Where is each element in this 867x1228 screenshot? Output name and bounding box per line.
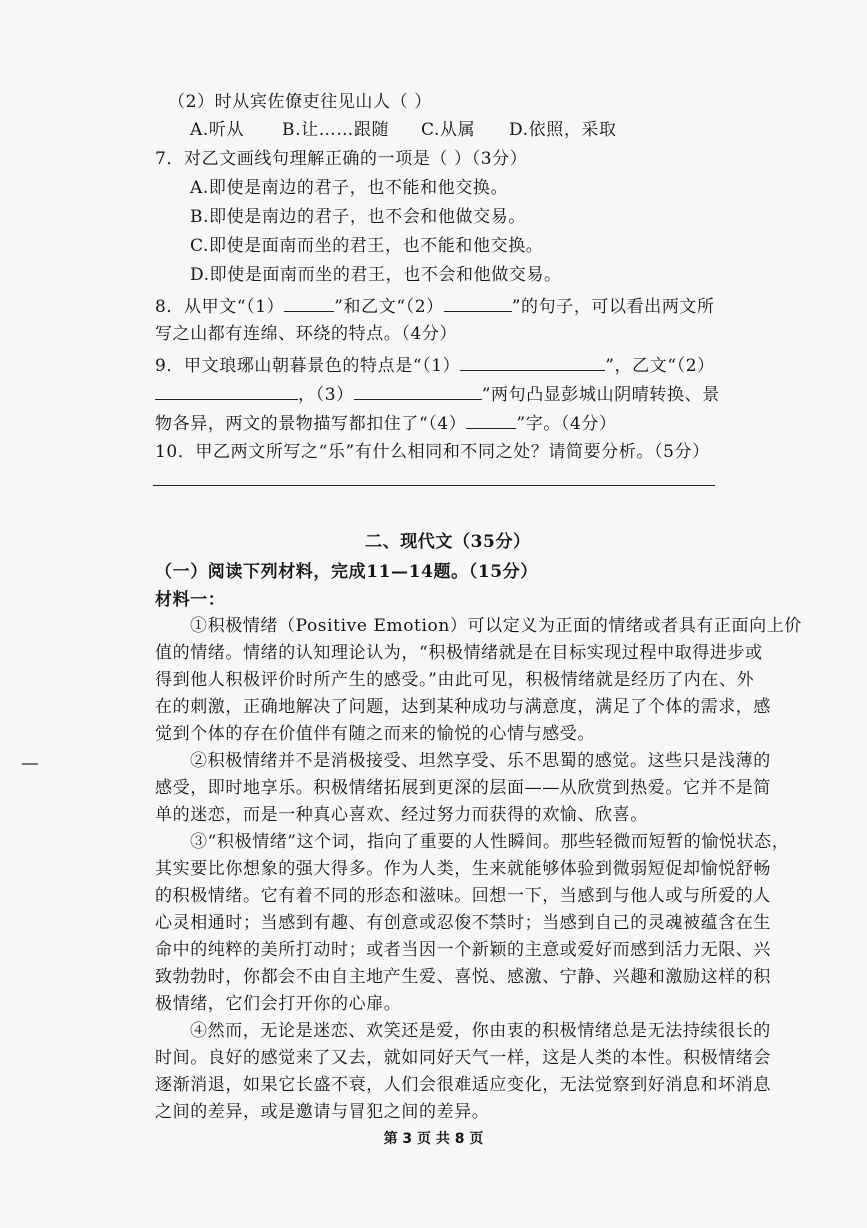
material-1-label: 材料一： <box>155 590 226 610</box>
q8-blank-1[interactable] <box>284 293 334 312</box>
q9-text-5: 物各异，两文的景物描写都扣住了“（4） <box>155 414 467 434</box>
q7-option-a: A.即使是南边的君子，也不能和他交换。 <box>190 178 509 198</box>
passage-line: 命中的纯粹的美所打动时；或者当因一个新颖的主意或爱好而感到活力无限、兴 <box>155 940 771 960</box>
q9-line-1 <box>155 352 715 378</box>
q9-text-3: ，（3） <box>298 385 354 405</box>
q8-line-1 <box>155 293 715 319</box>
q9-blank-3[interactable] <box>354 381 482 400</box>
q9-text-1: 9．甲文琅琊山朝暮景色的特点是“（1） <box>155 356 461 376</box>
passage-line: 极情绪，它们会打开你的心扉。 <box>155 994 402 1014</box>
q9-line-2 <box>155 381 720 407</box>
q9-blank-1[interactable] <box>460 352 605 371</box>
q8-text-1: 8．从甲文“（1） <box>155 297 285 317</box>
passage-line: 值的情绪。情绪的认知理论认为，“积极情绪就是在目标实现过程中取得进步或 <box>155 643 763 663</box>
passage-line: 心灵相通时；当感到有趣、有创意或忍俊不禁时；当感到自己的灵魂被蕴含在生 <box>155 913 771 933</box>
section-2-title: 二、现代文（35分） <box>365 532 531 552</box>
passage-line: 得到他人积极评价时所产生的感受。”由此可见，积极情绪就是经历了内在、外 <box>155 670 755 690</box>
q6-2-options <box>190 118 617 142</box>
passage-line: ①积极情绪（Positive Emotion）可以定义为正面的情绪或者具有正面向上价 <box>190 616 802 636</box>
q7-option-c: C.即使是面南而坐的君王，也不能和他交换。 <box>190 236 544 256</box>
q9-text-4: ”两句凸显彭城山阴晴转换、景 <box>481 385 720 405</box>
q10-stem: 10．甲乙两文所写之“乐”有什么相同和不同之处？请简要分析。（5分） <box>155 442 710 462</box>
passage-line: 之间的差异，或是邀请与冒犯之间的差异。 <box>155 1102 490 1122</box>
q6-2-option-c: C.从属 <box>421 120 476 140</box>
passage-line: 在的刺激，正确地解决了问题，达到某种成功与满意度，满足了个体的需求，感 <box>155 697 771 717</box>
q6-2-option-a: A.听从 <box>190 120 245 140</box>
q10-answer-line[interactable] <box>153 485 715 486</box>
page-footer: 第 3 页 共 8 页 <box>383 1131 484 1147</box>
passage-line: 觉到个体的存在价值伴有随之而来的愉悦的心情与感受。 <box>155 724 595 744</box>
q8-line-2: 写之山都有连绵、环绕的特点。（4分） <box>155 324 458 344</box>
passage-line: 致勃勃时，你都会不由自主地产生爱、喜悦、感激、宁静、兴趣和激励这样的积 <box>155 967 771 987</box>
passage-line: 逐渐消退，如果它长盛不衰，人们会很难适应变化，无法觉察到好消息和坏消息 <box>155 1075 771 1095</box>
q9-line-3 <box>155 410 617 436</box>
q8-text-2: ”和乙文“（2） <box>334 297 444 317</box>
q6-2-option-b: B.让……跟随 <box>282 120 390 140</box>
section-2-part-1-heading: （一）阅读下列材料，完成11—14题。（15分） <box>155 562 538 582</box>
passage-line: 单的迷恋，而是一种真心喜欢、经过努力而获得的欢愉、欣喜。 <box>155 805 648 825</box>
q6-2-stem: （2）时从宾佐僚吏往见山人（ ） <box>168 92 432 112</box>
q6-2-option-d: D.依照，采取 <box>509 120 617 140</box>
q8-blank-2[interactable] <box>444 293 512 312</box>
q9-blank-4[interactable] <box>466 410 516 429</box>
q9-text-2: ”，乙文“（2） <box>605 356 715 376</box>
q8-text-3: ”的句子，可以看出两文所 <box>511 297 715 317</box>
passage-line: 时间。良好的感觉来了又去，就如同好天气一样，这是人类的本性。积极情绪会 <box>155 1048 771 1068</box>
q9-text-6: ”字。（4分） <box>516 414 617 434</box>
q9-blank-2[interactable] <box>155 381 298 400</box>
passage-line: 感受，即时地享乐。积极情绪拓展到更深的层面——从欣赏到热爱。它并不是简 <box>155 778 771 798</box>
passage-line: ③“积极情绪”这个词，指向了重要的人性瞬间。那些轻微而短暂的愉悦状态， <box>190 832 790 852</box>
passage-line: ②积极情绪并不是消极接受、坦然享受、乐不思蜀的感觉。这些只是浅薄的 <box>190 751 771 771</box>
passage-line: 其实要比你想象的强大得多。作为人类，生来就能够体验到微弱短促却愉悦舒畅 <box>155 859 771 879</box>
passage-line: 的积极情绪。它有着不同的形态和滋味。回想一下，当感到与他人或与所爱的人 <box>155 886 771 906</box>
q7-option-b: B.即使是南边的君子，也不会和他做交易。 <box>190 207 526 227</box>
passage-line: ④然而，无论是迷恋、欢笑还是爱，你由衷的积极情绪总是无法持续很长的 <box>190 1021 771 1041</box>
q7-option-d: D.即使是面南而坐的君王，也不会和他做交易。 <box>190 265 562 285</box>
q7-stem: 7．对乙文画线句理解正确的一项是（ ）（3分） <box>155 149 528 169</box>
scan-mark <box>22 763 38 765</box>
